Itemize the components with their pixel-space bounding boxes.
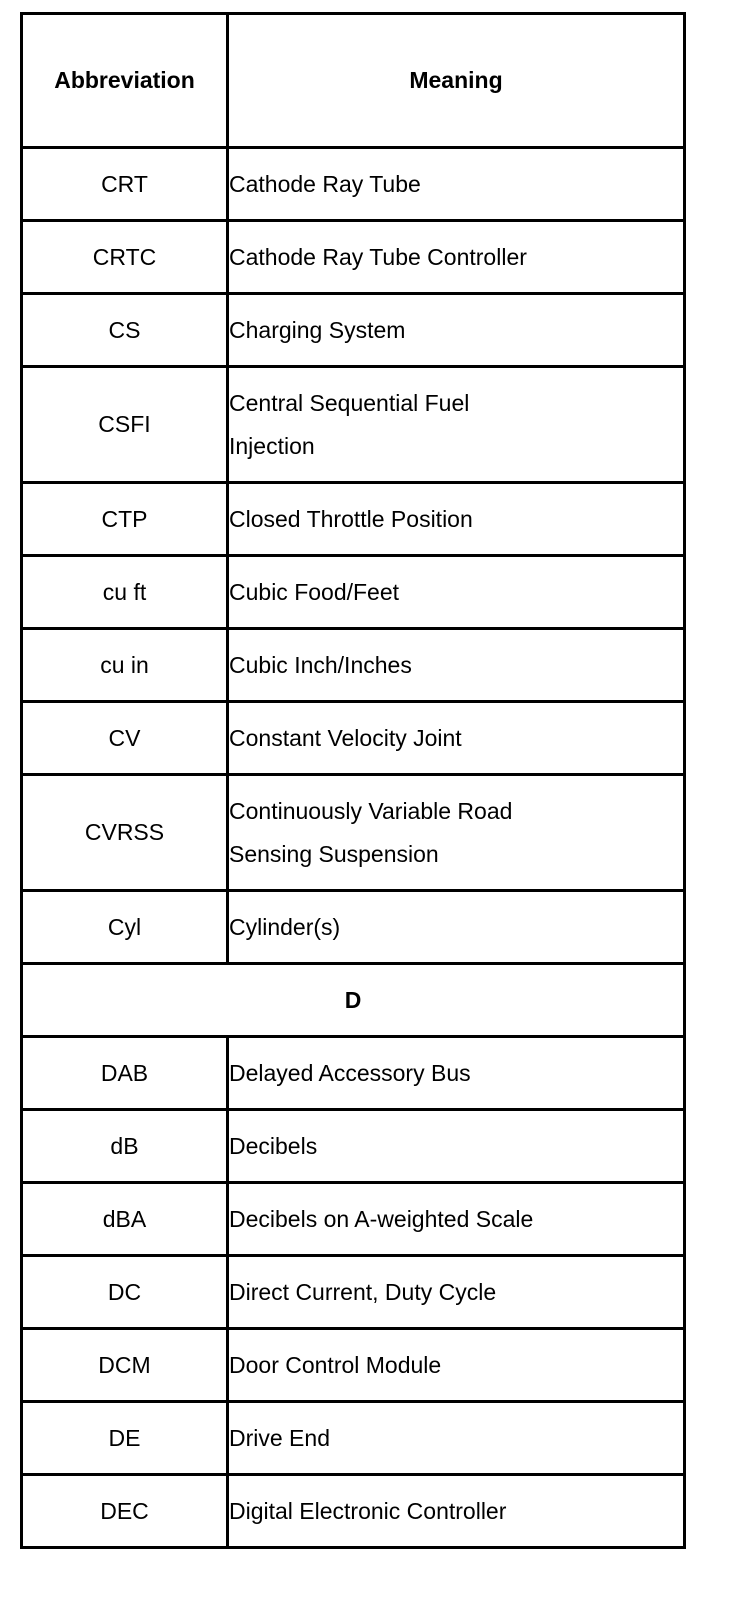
abbreviation-cell: Cyl <box>22 891 228 964</box>
table-row <box>22 148 685 221</box>
section-header-row <box>22 964 685 1037</box>
meaning-cell: Cubic Food/Feet <box>228 556 685 629</box>
table-row <box>22 221 685 294</box>
table-row <box>22 1402 685 1475</box>
meaning-cell: Drive End <box>228 1402 685 1475</box>
abbreviation-cell: CRT <box>22 148 228 221</box>
header-meaning: Meaning <box>228 14 685 148</box>
meaning-cell: Decibels <box>228 1110 685 1183</box>
table-row <box>22 556 685 629</box>
abbreviation-cell: DCM <box>22 1329 228 1402</box>
abbreviation-cell: CSFI <box>22 367 228 483</box>
meaning-cell: Charging System <box>228 294 685 367</box>
abbreviation-cell: dB <box>22 1110 228 1183</box>
abbreviation-cell: DE <box>22 1402 228 1475</box>
meaning-cell: Closed Throttle Position <box>228 483 685 556</box>
meaning-cell: Digital Electronic Controller <box>228 1475 685 1548</box>
table-row <box>22 1475 685 1548</box>
abbreviation-cell: DEC <box>22 1475 228 1548</box>
table-header-row <box>22 14 685 148</box>
header-abbreviation: Abbreviation <box>22 14 228 148</box>
table-row <box>22 483 685 556</box>
meaning-cell: Cathode Ray Tube <box>228 148 685 221</box>
table-row <box>22 629 685 702</box>
table-row <box>22 294 685 367</box>
table-row <box>22 1256 685 1329</box>
meaning-cell: Direct Current, Duty Cycle <box>228 1256 685 1329</box>
meaning-cell: Central Sequential Fuel Injection <box>228 367 685 483</box>
meaning-cell: Door Control Module <box>228 1329 685 1402</box>
abbreviation-cell: CV <box>22 702 228 775</box>
abbreviation-cell: DC <box>22 1256 228 1329</box>
meaning-cell: Constant Velocity Joint <box>228 702 685 775</box>
abbreviation-cell: DAB <box>22 1037 228 1110</box>
abbreviation-cell: CRTC <box>22 221 228 294</box>
meaning-cell: Cathode Ray Tube Controller <box>228 221 685 294</box>
meaning-cell: Decibels on A-weighted Scale <box>228 1183 685 1256</box>
abbreviation-cell: dBA <box>22 1183 228 1256</box>
table-row <box>22 891 685 964</box>
meaning-cell: Cylinder(s) <box>228 891 685 964</box>
table-row <box>22 367 685 483</box>
table-row <box>22 1037 685 1110</box>
abbreviation-cell: CVRSS <box>22 775 228 891</box>
table-row <box>22 702 685 775</box>
abbreviation-cell: CS <box>22 294 228 367</box>
abbreviation-cell: cu ft <box>22 556 228 629</box>
meaning-cell: Delayed Accessory Bus <box>228 1037 685 1110</box>
table-row <box>22 1183 685 1256</box>
table-row <box>22 1329 685 1402</box>
abbreviation-cell: CTP <box>22 483 228 556</box>
meaning-cell: Continuously Variable Road Sensing Suspension <box>228 775 685 891</box>
abbreviation-table <box>20 12 686 1549</box>
meaning-cell: Cubic Inch/Inches <box>228 629 685 702</box>
section-letter-d: D <box>22 964 685 1037</box>
table-row <box>22 775 685 891</box>
table-row <box>22 1110 685 1183</box>
abbreviation-cell: cu in <box>22 629 228 702</box>
